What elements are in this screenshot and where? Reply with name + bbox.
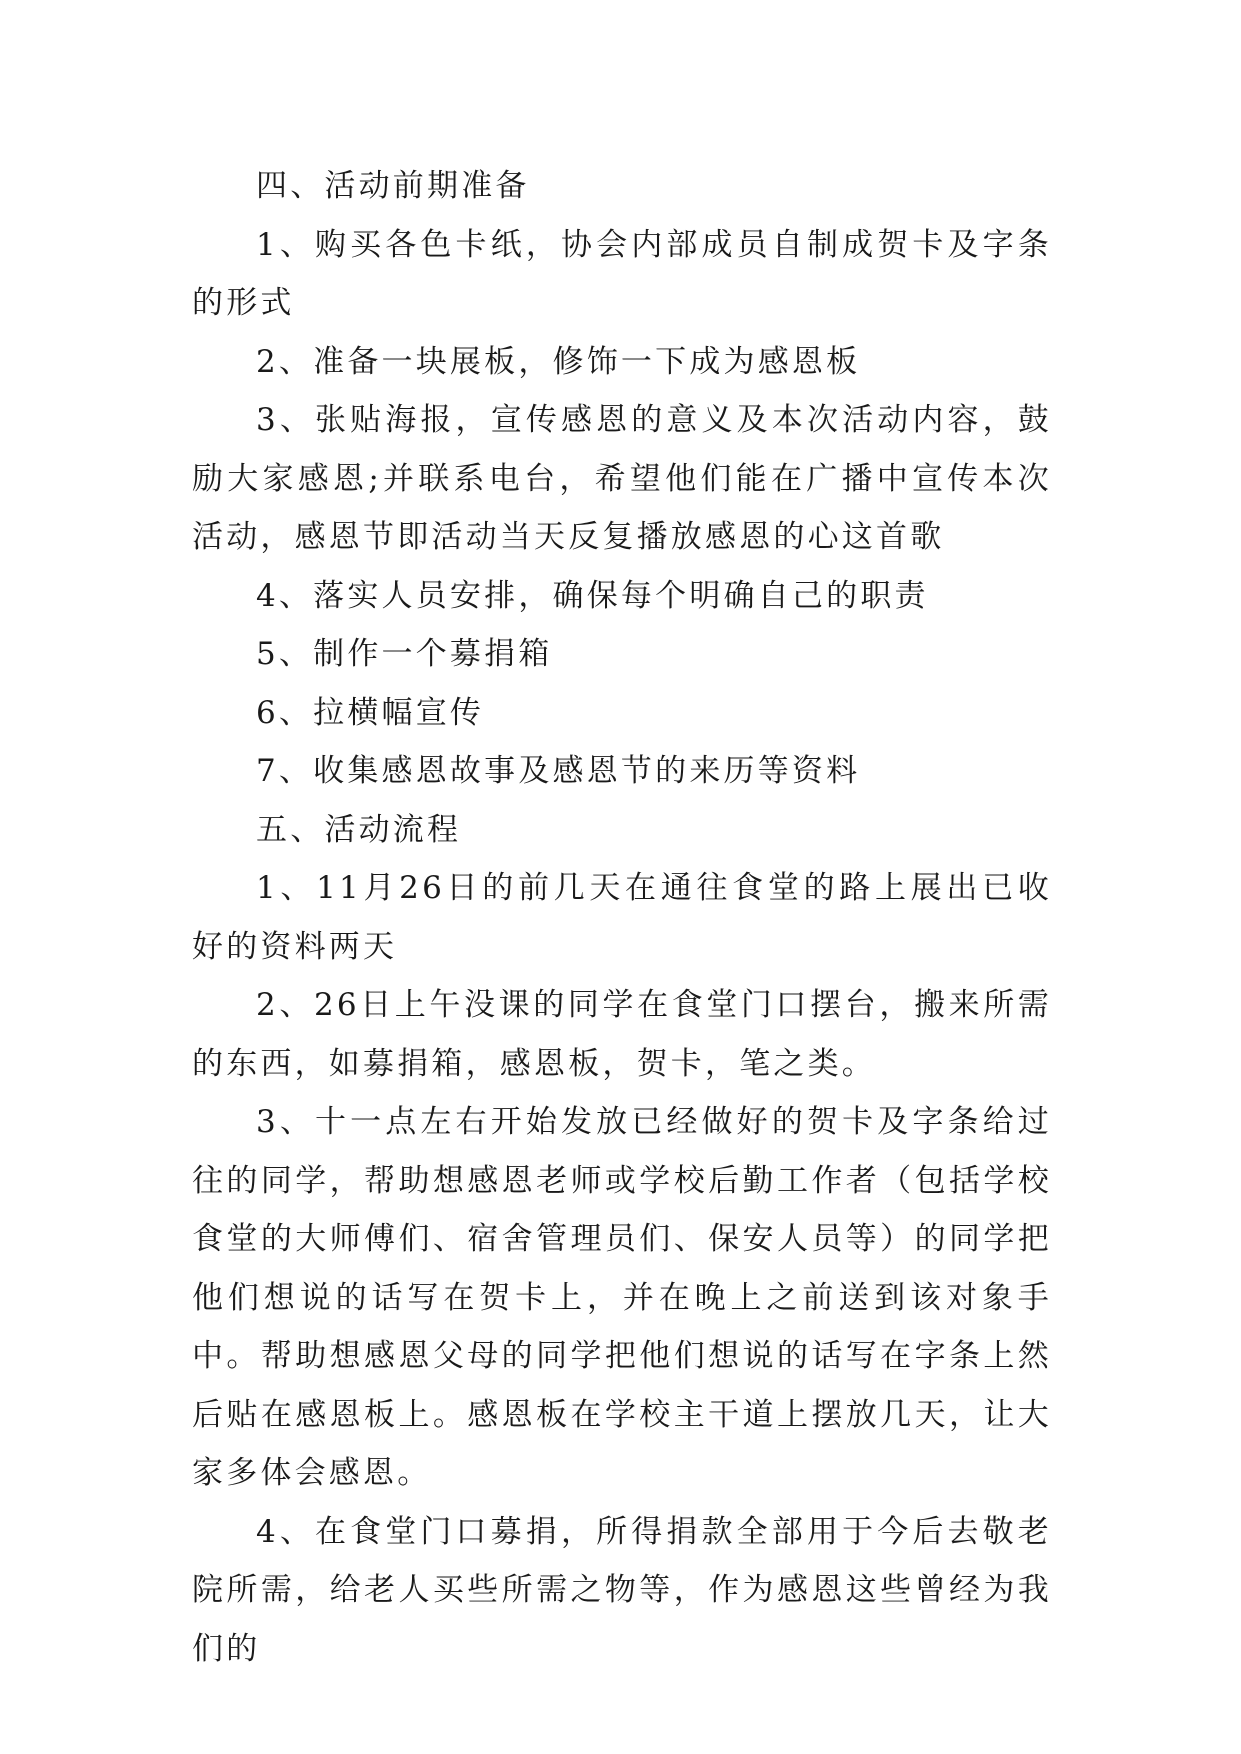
heading-preparation: 四、活动前期准备 [256,168,530,204]
heading-process: 五、活动流程 [256,811,462,848]
prep-item-3: 3、张贴海报，宣传感恩的意义及本次活动内容，鼓励大家感恩;并联系电台，希望他们能在广播中宣传本次活动，感恩节即活动当天反复播放感恩的心这首歌 [192,402,1052,555]
prep-item-1: 1、购买各色卡纸，协会内部成员自制成贺卡及字条的形式 [192,226,1052,321]
process-item-3: 3、十一点左右开始发放已经做好的贺卡及字条给过往的同学，帮助想感恩老师或学校后勤工作者（包括学校食堂的大师傅们、宿舍管理员们、保安人员等）的同学把他们想说的话写在贺卡上，并在晚上之前送到该对象手中。帮助想感恩父母的同学把他们想说的话写在字条上然后贴在感恩板上。感恩板在学校主干道上摆放几天，让大家多体会感恩。 [192,1104,1052,1491]
prep-item-6: 6、拉横幅宣传 [256,694,485,731]
prep-item-7: 7、收集感恩故事及感恩节的来历等资料 [256,753,861,789]
prep-item-2: 2、准备一块展板，修饰一下成为感恩板 [256,343,861,380]
process-item-2: 2、26日上午没课的同学在食堂门口摆台，搬来所需的东西，如募捐箱，感恩板，贺卡，笔之类。 [192,987,1052,1082]
process-item-1: 1、11月26日的前几天在通往食堂的路上展出已收好的资料两天 [192,870,1052,965]
document-page [192,157,1052,1678]
process-item-4: 4、在食堂门口募捐，所得捐款全部用于今后去敬老院所需，给老人买些所需之物等，作为感恩这些曾经为我们的 [192,1513,1052,1667]
prep-item-5: 5、制作一个募捐箱 [256,636,553,672]
prep-item-4: 4、落实人员安排，确保每个明确自己的职责 [256,577,929,614]
